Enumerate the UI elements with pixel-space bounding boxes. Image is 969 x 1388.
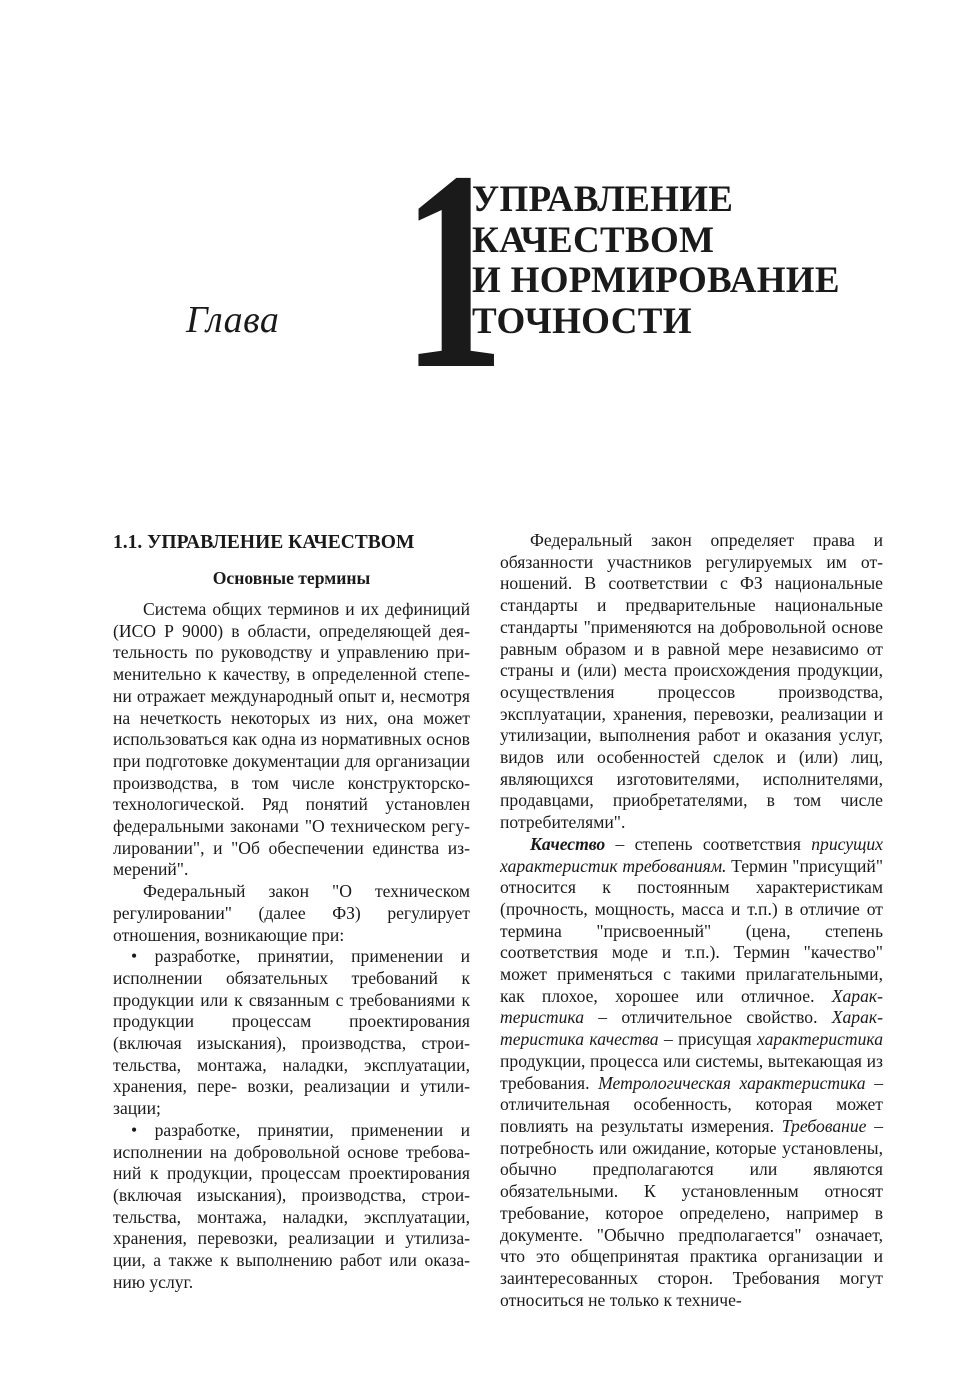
chapter-title-line: И НОРМИРОВАНИЕ — [472, 260, 840, 301]
term-quality-characteristic: Характеристика качества — [500, 1007, 883, 1050]
left-column — [113, 530, 470, 1294]
italic-run: характеристика — [757, 1029, 883, 1050]
chapter-title — [472, 180, 840, 342]
text-run: – отличительная особенность, которая может повлиять на результаты измерения. — [500, 1072, 883, 1136]
chapter-title-line: КАЧЕСТВОМ — [472, 219, 715, 261]
term-characteristic: Характеристика — [500, 985, 883, 1028]
text-run: Термин "присущий" относится к постоянным характеристикам (прочность, мощность, масса и т.п.) в отличие от термина "присвоенный" (цена, степень соответствия моде и т.п.). Термин "качество" может применяться с такими прилагательными, как плохое, хорошее или отличное. — [500, 855, 884, 1006]
chapter-word: Глава — [186, 299, 280, 341]
chapter-title-line: УПРАВЛЕНИЕ — [472, 179, 734, 220]
text-run: – отличительное свойство. — [584, 1007, 832, 1028]
subsection-heading: Основные термины — [212, 568, 371, 588]
text-run: продукции, процесса или системы, вытекающая из требования. — [500, 1050, 883, 1093]
paragraph: Федеральный закон "О техническом регулировании" (далее ФЗ) регулирует отношения, возникающие при: — [113, 881, 470, 945]
right-column — [500, 530, 883, 1311]
section-heading: 1.1. УПРАВЛЕНИЕ КАЧЕСТВОМ — [113, 532, 415, 553]
term-metrological-characteristic: Метрологическая характеристика — [598, 1072, 866, 1093]
chapter-title-line: ТОЧНОСТИ — [472, 300, 692, 342]
paragraph: Система общих терминов и их дефиниций (ИСО Р 9000) в области, определяющей деятельность по руководству и управлению применительно к качеству, в определенной степени отражает международный опыт и, несмотря на нечеткость некоторых из них, она может использоваться как одна из нормативных основ при подготовке документации для организации производства, в том числе конструкторско-технологической. Ряд понятий установлен федеральными законами "О техническом регулировании", и "Об обеспечении единства измерений". — [113, 599, 470, 880]
text-run: – присущая — [658, 1029, 758, 1050]
definitions-paragraph — [500, 834, 883, 1311]
chapter-number: 1 — [402, 112, 505, 428]
term-requirement: Требование — [781, 1115, 867, 1136]
term-quality: Качество — [530, 833, 606, 854]
text-run: – потребность или ожидание, которые установлены, обычно предполагаются или являются обязательными. К установленным относят требование, которое определено, например в документе. "Обычно предполагается" означает, что это общепринятая практика организации и заинтересованных сторон. Требования могут относиться не только к техниче- — [500, 1115, 883, 1310]
text-run: – степень соответствия — [605, 833, 812, 854]
paragraph: Федеральный закон определяет права и обязанности участников регулируемых им отношений. В соответствии с ФЗ национальные стандарты и предварительные национальные стандарты "применяются на добровольной основе равным образом и в равной мере независимо от страны и (или) места происхождения продукции, осуществления процессов производства, эксплуатации, хранения, перевозки, реализации и утилизации, выполнения работ и оказания услуг, видов или особенностей сделок и (или) лиц, являющихся изготовителями, исполнителями, продавцами, приобретателями, в том числе потребителями". — [500, 530, 883, 833]
italic-run: присущих характеристик требованиям. — [500, 833, 883, 876]
bullet-item: • разработке, принятии, применении и исполнении на добровольной основе требований к продукции, процессам проектирования (включая изыскания), производства, строительства, монтажа, наладки, эксплуатации, хранения, перевозки, реализации и утилизации, а также к выполнению работ или оказанию услуг. — [113, 1119, 470, 1292]
bullet-item: • разработке, принятии, применении и исполнении обязательных требований к продукции или к связанным с требованиями к продукции процессам проектирования (включая изыскания), производства, строительства, монтажа, наладки, эксплуатации, хранения, пере- возки, реализации и утилизации; — [113, 946, 470, 1119]
